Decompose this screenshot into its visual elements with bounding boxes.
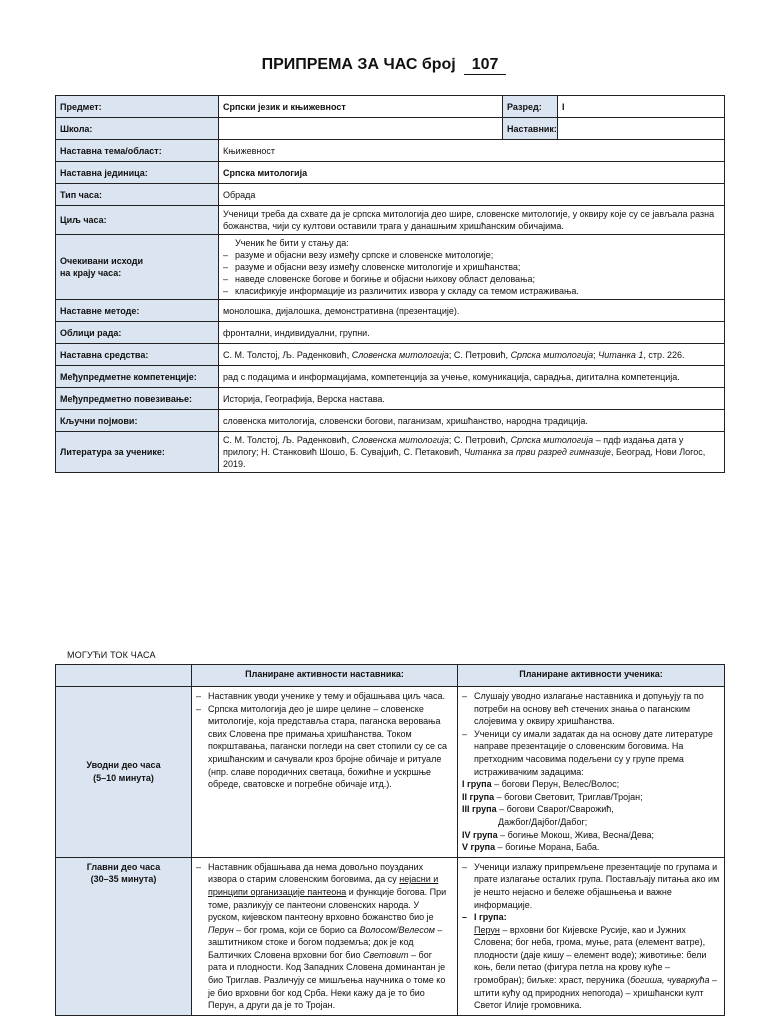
keywords-label: Кључни појмови:: [56, 410, 219, 432]
outcomes-list: [223, 249, 720, 297]
literature-book-title: Српска митологија: [510, 435, 594, 445]
group-text: – богови Перун, Велес/Волос;: [494, 779, 620, 790]
literature-text: С. М. Толстој, Љ. Раденковић,: [223, 435, 350, 445]
group-item: [462, 791, 720, 804]
unit-label: Наставна јединица:: [56, 162, 219, 184]
means-text: С. М. Толстој, Љ. Раденковић,: [223, 349, 350, 360]
underlined-text: нејасни и принципи организације пантеона: [208, 874, 439, 897]
group-description: [462, 924, 720, 1012]
outcomes-label: [56, 235, 219, 300]
theme-value: Књижевност: [219, 140, 725, 162]
text-span: – бог рата и плодности. Код Западних Словена доминантан је био Триглав. Различују се мишљења научника о томе ко је био врховни бог код Срба. Неки кажу да је то био Перун, а други да је то Тројан.: [208, 949, 446, 1011]
theme-label: Наставна тема/област:: [56, 140, 219, 162]
literature-book-title: Словенска митологија: [351, 435, 449, 445]
lesson-flow-heading: МОГУЋИ ТОК ЧАСА: [67, 650, 156, 660]
list-item: – Ученици су имали задатак да на основу дате литературе направе презентације о словенским боговима. На претходним часовима подељени су у групе према истраживачким задацима:: [462, 728, 720, 778]
means-book-title: Словенска митологија: [351, 349, 449, 360]
list-item: – Наставник уводи ученике у тему и објашњава циљ часа.: [196, 690, 453, 703]
school-value: [219, 118, 503, 140]
flow-corner-cell: [56, 665, 192, 687]
group-item: [462, 841, 720, 854]
outcome-item: – класификује информације из различитих извора у складу са темом истраживања.: [223, 285, 720, 297]
group-label: II група: [462, 791, 495, 802]
group-label: V група: [462, 842, 496, 853]
italic-text: Световит: [363, 949, 409, 960]
teacher-label: Наставник:: [503, 118, 558, 140]
group-item: [462, 829, 720, 842]
means-book-title: Читанка 1: [598, 349, 644, 360]
means-book-title: Српска митологија: [510, 349, 594, 360]
main-phase-label: [56, 857, 192, 1015]
main-phase-title: Главни део часа: [86, 861, 161, 872]
school-label: Школа:: [56, 118, 219, 140]
italic-text: Волосом/Велесом: [359, 924, 435, 935]
text-span: – врховни бог Кијевске Русије, као и Јужних Словена; бог неба, грома, муње, рата (елемент ватре), плодности (даје кишу – елемент воде); животиње: бели коњ, бели петао (фигура петла на крову куће – громобран); биљке: храст, перуника (: [474, 924, 707, 986]
main-teacher-activities: [192, 857, 458, 1015]
lesson-flow-table: [55, 664, 725, 1016]
list-item: [196, 861, 453, 1012]
forms-label: Облици рада:: [56, 322, 219, 344]
literature-label: Литература за ученике:: [56, 432, 219, 473]
forms-value: фронтални, индивидуални, групни.: [219, 322, 725, 344]
intro-teacher-activities: [192, 687, 458, 858]
main-phase-duration: (30–35 минута): [90, 874, 157, 885]
literature-text: – пдф издања дата у прилогу; Н. Станковић Шошо, Б. Сувајџић, С. Петаковић,: [223, 435, 684, 457]
outcomes-label-line-2: на крају часа:: [60, 268, 122, 278]
competences-value: рад с подацима и информацијама, компетенција за учење, комуникација, сарадња, дигитална компетенција.: [219, 366, 725, 388]
means-label: Наставна средства:: [56, 344, 219, 366]
intro-phase-label: [56, 687, 192, 858]
methods-label: Наставне методе:: [56, 300, 219, 322]
group-text: – богиње Морана, Баба.: [497, 842, 600, 853]
intro-phase-duration: (5–10 минута): [93, 772, 154, 783]
group-label: III група: [462, 804, 497, 815]
teacher-value: [558, 118, 725, 140]
outcomes-label-line-1: Очекивани исходи: [60, 256, 143, 266]
group-heading: – I група:: [462, 911, 720, 924]
group-item: [462, 816, 720, 829]
group-label: I група: [462, 779, 492, 790]
goal-value: Ученици треба да схвате да је српска митологија део шире, словенске митологије, у оквиру које су се јављала разна божанства, чији су култови оставили трага у данашњим хришћанским обичајима.: [219, 206, 725, 235]
type-label: Тип часа:: [56, 184, 219, 206]
group-item: [462, 803, 720, 816]
goal-label: Циљ часа:: [56, 206, 219, 235]
group-text: – богови Сварог/Сварожић,: [499, 804, 614, 815]
literature-book-title: Читанка за први разред гимназије: [464, 447, 611, 457]
intro-student-list: [462, 690, 720, 778]
correlation-value: Историја, Географија, Верска настава.: [219, 388, 725, 410]
unit-value: Српска митологија: [219, 162, 725, 184]
main-student-list: [462, 861, 720, 924]
subject-value: Српски језик и књижевност: [219, 96, 503, 118]
teacher-activities-header: Планиране активности наставника:: [192, 665, 458, 687]
literature-value: [219, 432, 725, 473]
means-text: , стр. 226.: [643, 349, 685, 360]
student-activities-header: Планиране активности ученика:: [458, 665, 725, 687]
keywords-value: словенска митологија, словенски богови, паганизам, хришћанство, народна традиција.: [219, 410, 725, 432]
group-text: – богиње Мокош, Жива, Весна/Дева;: [500, 829, 655, 840]
intro-teacher-list: [196, 690, 453, 791]
subject-label: Предмет:: [56, 96, 219, 118]
outcome-item: – наведе словенске богове и богиње и објасни њихову област деловања;: [223, 273, 720, 285]
group-text: – богови Световит, Триглав/Тројан;: [496, 791, 643, 802]
page-title: [0, 56, 768, 75]
methods-value: монолошка, дијалошка, демонстративна (презентације).: [219, 300, 725, 322]
outcome-item: – разуме и објасни везу између српске и словенске митологије;: [223, 249, 720, 261]
title-text: ПРИПРЕМА ЗА ЧАС број: [261, 56, 456, 73]
text-span: и функције богова. При томе, разликују се пантеони словенских народа. У руском, кијевском пантеону врховно божанство био је: [208, 886, 447, 923]
main-teacher-list: [196, 861, 453, 1012]
italic-text: Перун: [208, 924, 234, 935]
text-span: Наставник објашњава да нема довољно поузданих извора о старим словенским боговима, да су: [208, 861, 424, 885]
intro-student-activities: [458, 687, 725, 858]
text-span: – бог грома, који се борио са: [236, 924, 357, 935]
list-item: – Слушају уводно излагање наставника и допуњују га по потреби на основу већ стечених знања о паганским слојевима у оквиру хришћанства.: [462, 690, 720, 728]
lesson-info-table: [55, 95, 725, 473]
lesson-number: 107: [464, 56, 507, 75]
italic-text: богиша, чуваркућа: [630, 975, 710, 986]
outcomes-intro: Ученик ће бити у стању да:: [235, 238, 349, 248]
grade-label: Разред:: [503, 96, 558, 118]
means-text: ; С. Петровић,: [448, 349, 509, 360]
outcome-item: – разуме и објасни везу између словенске митологије и хришћанства;: [223, 261, 720, 273]
means-text: ;: [593, 349, 596, 360]
group-text: Дажбог/Дајбог/Дабог;: [498, 816, 588, 827]
outcomes-value: [219, 235, 725, 300]
competences-label: Међупредметне компетенције:: [56, 366, 219, 388]
group-item: [462, 778, 720, 791]
grade-value: I: [558, 96, 725, 118]
correlation-label: Међупредметно повезивање:: [56, 388, 219, 410]
text-span: – заштитником стоке и богом подземља; док је код Балтичких Словена врховни бог био: [208, 924, 443, 960]
list-item: – Српска митологија део је шире целине – словенске митологије, која представља стара, паганска веровања свих Словена пре примања хришћанства. Током покрштавања, пагански погледи на свет стопили су се са хришћанским и сачували кроз бројне обичаје и ритуале (нпр. славе породичних светаца, божићне и ускршње обреде, сватовске и погребне обичаје итд.).: [196, 703, 453, 791]
group-label: IV група: [462, 829, 498, 840]
underlined-text: Перун: [474, 924, 500, 935]
main-student-activities: [458, 857, 725, 1015]
literature-text: , Београд, Нови Логос, 2019.: [223, 447, 706, 469]
literature-text: ; С. Петровић,: [448, 435, 509, 445]
means-value: [219, 344, 725, 366]
intro-phase-title: Уводни део часа: [86, 760, 161, 771]
list-item: – Ученици излажу припремљене презентације по групама и прате излагање осталих група. Постављају питања ако им је нешто нејасно и бележе објашњења и важне информације.: [462, 861, 720, 911]
type-value: Обрада: [219, 184, 725, 206]
text-span: – штити кућу од природних непогода) – хришћански култ Светог Илије громовника.: [474, 975, 718, 1011]
